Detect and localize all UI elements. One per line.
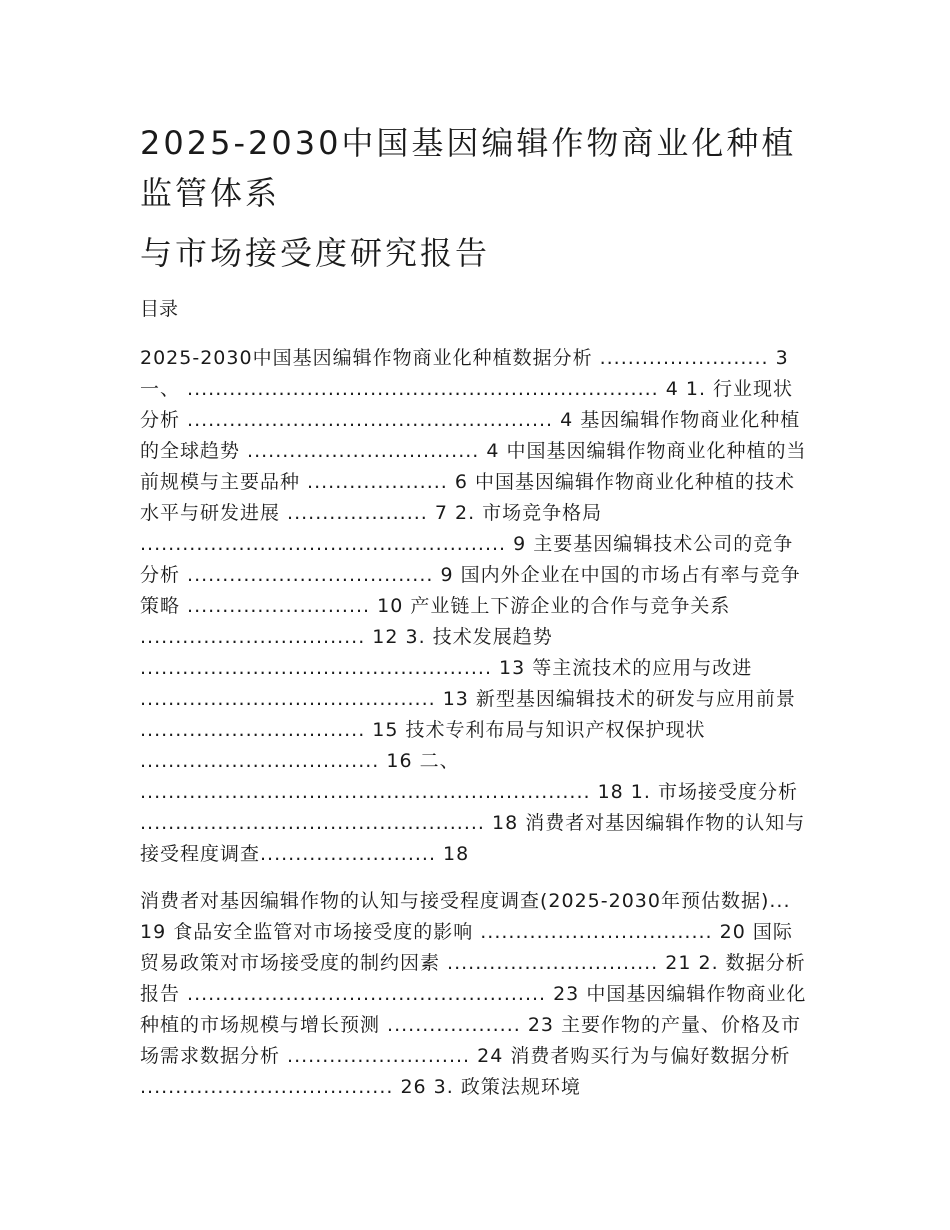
- report-title-line2: 与市场接受度研究报告: [140, 234, 491, 272]
- toc-entries-block-1: 2025-2030中国基因编辑作物商业化种植数据分析 ........................ 3 一、 ................................................................... 4 1. 行业现状分析 .................................................... 4 基因编辑作物商业化种植的全球趋势 ................................. 4 中国基因编辑作物商业化种植的当前规模与主要品种 .................... 6 中国基因编辑作物商业化种植的技术水平与研发进展 .................... 7 2. 市场竞争格局 .................................................... 9 主要基因编辑技术公司的竞争分析 ................................... 9 国内外企业在中国的市场占有率与竞争策略 .......................... 10 产业链上下游企业的合作与竞争关系 ................................ 12 3. 技术发展趋势 .................................................. 13 等主流技术的应用与改进 .......................................... 13 新型基因编辑技术的研发与应用前景 ................................ 15 技术专利布局与知识产权保护现状 .................................. 16 二、 ................................................................ 18 1. 市场接受度分析 ................................................. 18 消费者对基因编辑作物的认知与接受程度调查......................... 18: [140, 347, 807, 865]
- toc-entries-block-2: 消费者对基因编辑作物的认知与接受程度调查(2025-2030年预估数据)... 19 食品安全监管对市场接受度的影响 ................................. 20 国际贸易政策对市场接受度的制约因素 .............................. 21 2. 数据分析报告 ................................................... 23 中国基因编辑作物商业化种植的市场规模与增长预测 ................... 23 主要作物的产量、价格及市场需求数据分析 .......................... 24 消费者购买行为与偏好数据分析 .................................... 26 3. 政策法规环境: [140, 890, 807, 1098]
- toc-heading: 目录: [140, 298, 179, 320]
- report-title-line1: 2025-2030中国基因编辑作物商业化种植监管体系: [140, 124, 797, 212]
